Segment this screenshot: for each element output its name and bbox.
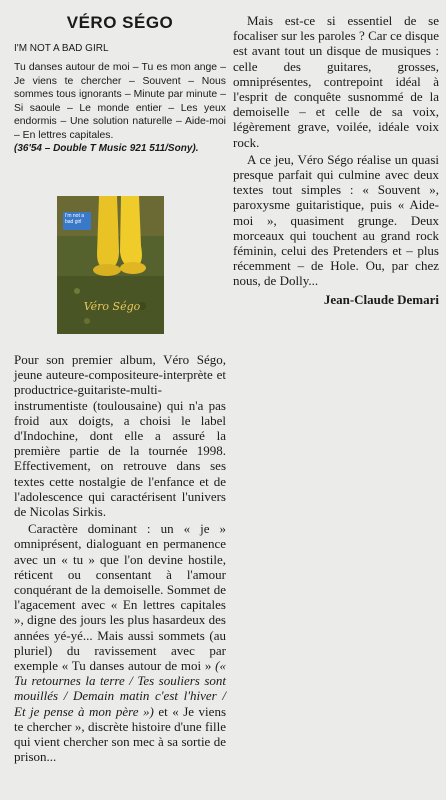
left-paragraph-2 [14,521,226,764]
cover-artist-name: Véro Ségo [83,300,141,313]
album-title: I'M NOT A BAD GIRL [14,43,109,54]
left-paragraph-2-end: et « Je viens te chercher », discrète histoire d'une fille qui vient chercher son mec à sa sortie de prison... [14,703,226,765]
left-paragraph-1: Pour son premier album, Véro Ségo, jeune auteure-compositeure-interprète et productrice-guitariste-multi-instrumentiste (toulousaine) qui n'a pas froid aux doigts, a choisi le label d'Indochine, dont elle a assuré la première partie de la tournée 1998. Effectivement, on retrouve dans ses textes cette nostalgie de l'enfance et de l'adolescence qui caractérisent l'univers de Nicolas Sirkis. [14,352,226,520]
album-cover-image [57,196,164,334]
right-paragraph-1: Mais est-ce si essentiel de se focaliser sur les paroles ? Car ce disque est avant tout un disque de musiques : celle des guitares, grosses, omniprésentes, contrepoint idéal à l'esprit de conquête susnommé de la demoiselle – et celle de sa voix, légèrement grave, voilée, idéale voix rock. [233,13,439,150]
left-column [14,0,226,154]
tracklist: Tu danses autour de moi – Tu es mon ange – Je viens te chercher – Souvent – Nous sommes tous ignorants – Minute par minute – Si saoule – Le monde entier – Les yeux endormis – Une solution naturelle – Aide-moi – En lettres capitales. [14,62,226,141]
right-body [233,13,439,289]
article-title: VÉRO SÉGO [66,13,174,32]
left-body [14,352,226,764]
release-reference: (36'54 – Double T Music 921 511/Sony). [14,142,199,154]
right-column [233,0,439,308]
left-paragraph-2-start: Caractère dominant : un « je » omniprésent, dialoguant en permanence avec un « tu » que l'on devine hostile, réticent ou consentant à l'amour conquérant de la demoiselle. Sommet de l'agacement avec « En lettres capitales », digne des jours les plus hasardeux des années yé-yé... Mais aussi sommets (au pluriel) du ravissement avec par exemple « Tu danses autour de moi » [14,521,226,674]
author-signature: Jean-Claude Demari [323,291,439,307]
cover-sticker: I'm not a bad girl [63,212,91,230]
lyrics-quote: (« Tu retournes la terre / Tes souliers sont mouillés / Demain matin c'est l'hiver / Et je pense à mon père ») [14,658,226,719]
right-paragraph-2: A ce jeu, Véro Ségo réalise un quasi presque parfait qui culmine avec deux textes tout simples : « Souvent », paroxysme guitaristique, puis « Aide-moi », quasiment grunge. Deux morceaux qui touchent au grand rock féminin, celui des Pretenders et – plus récemment – de Hole. Ou, par chez nous, de Dolly... [233,151,439,289]
